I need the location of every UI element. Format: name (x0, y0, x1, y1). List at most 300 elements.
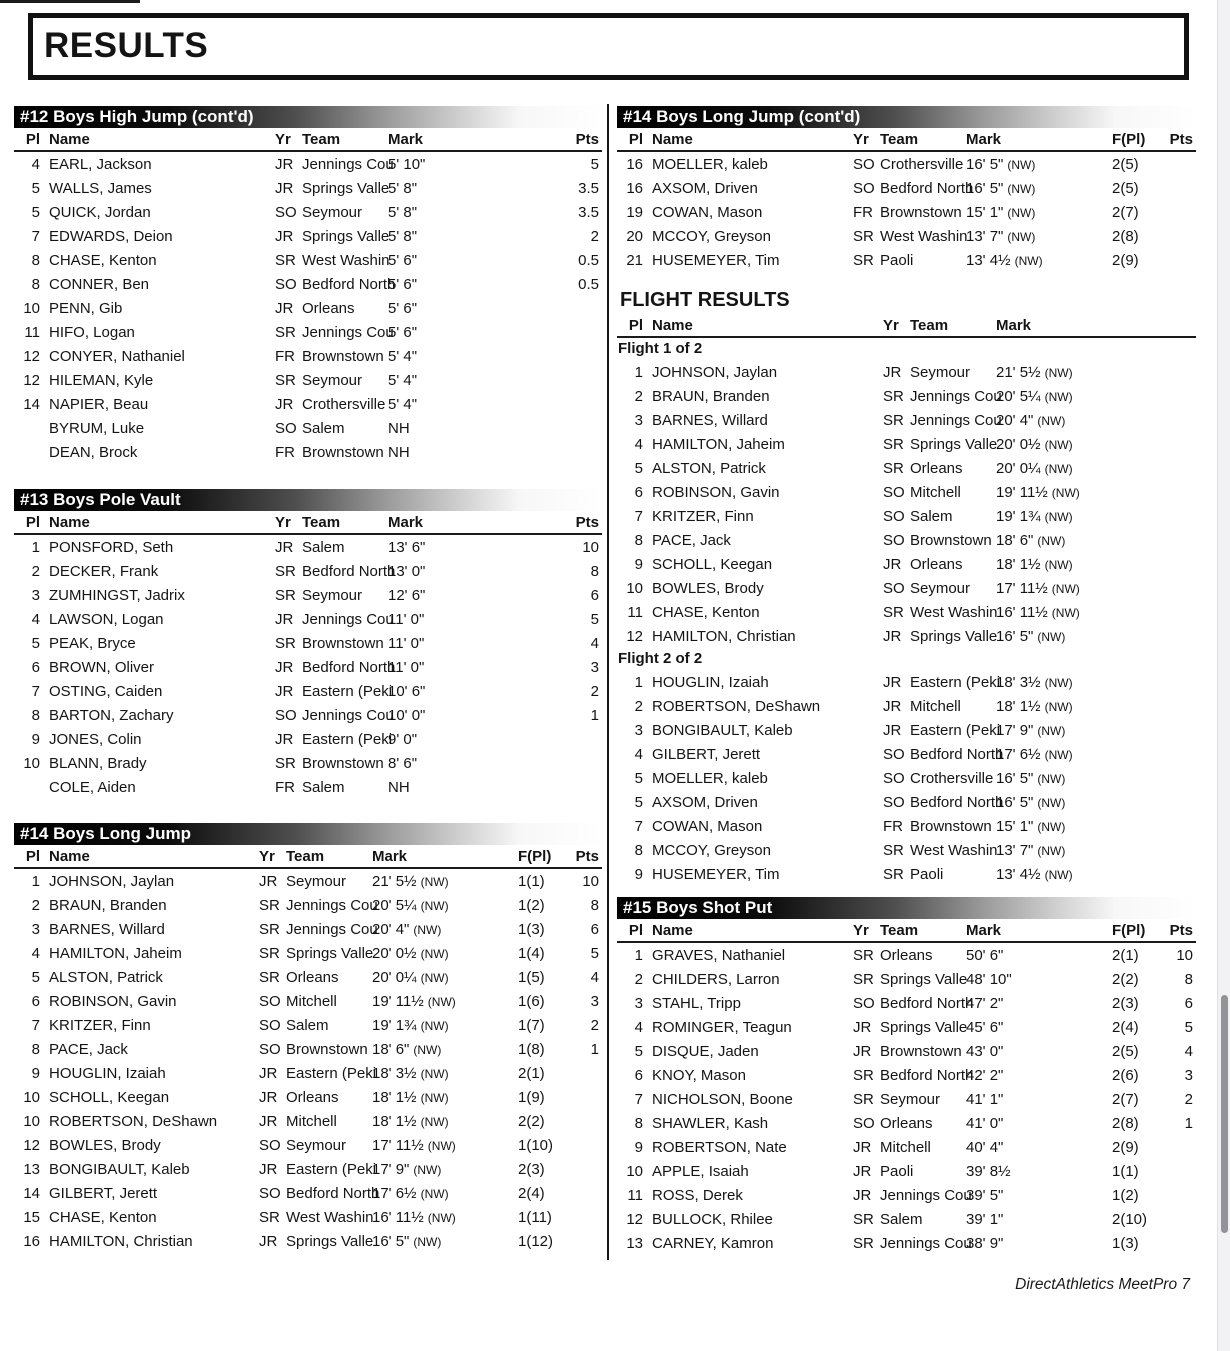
cell-yr: SR (275, 371, 296, 389)
table-row (617, 1183, 1196, 1207)
cell-team: West Washin (286, 1208, 374, 1226)
cell-yr: SO (259, 1184, 281, 1202)
cell-fpl: 1(7) (518, 1016, 545, 1034)
cell-yr: SR (883, 411, 904, 429)
cell-mark (996, 508, 1196, 525)
cell-yr: SR (853, 946, 874, 964)
table-row (617, 943, 1196, 967)
cell-pl: 1 (31, 538, 40, 556)
cell-name: CONNER, Ben (49, 275, 150, 293)
cell-team: Paoli (880, 251, 914, 269)
column-header-pl: Pl (628, 922, 643, 939)
table-row (14, 416, 602, 440)
table-row (617, 624, 1196, 648)
cell-yr: SO (275, 706, 297, 724)
cell-name: QUICK, Jordan (49, 203, 151, 221)
cell-pts: 3 (590, 992, 599, 1010)
mark-value: 5' 8" (388, 179, 418, 197)
cell-yr: SO (883, 579, 905, 597)
cell-mark (996, 436, 1196, 453)
cell-yr: JR (259, 872, 278, 890)
table-row (14, 320, 602, 344)
cell-pl: 10 (626, 579, 643, 597)
cell-yr: SR (259, 920, 280, 938)
table-row (617, 480, 1196, 504)
cell-pts: 0.5 (578, 275, 599, 293)
cell-team: Bedford North (302, 275, 396, 293)
cell-yr: JR (883, 363, 902, 381)
cell-yr: JR (275, 658, 294, 676)
cell-mark (388, 707, 538, 724)
table-row (14, 583, 602, 607)
column-divider (607, 104, 609, 1260)
cell-team: West Washin (880, 227, 968, 245)
mark-value: 19' 1¾ (372, 1016, 417, 1034)
mark-value: 38' 9" (966, 1234, 1004, 1252)
cell-pts: 3.5 (578, 203, 599, 221)
table-row (14, 224, 602, 248)
flight-group-label: Flight 1 of 2 (618, 340, 703, 357)
cell-pl: 13 (23, 1160, 40, 1178)
event-title-bar: #15 Boys Shot Put (617, 897, 1196, 919)
cell-name: ALSTON, Patrick (49, 968, 163, 986)
mark-value: 18' 1½ (372, 1088, 417, 1106)
cell-team: Salem (910, 507, 953, 525)
cell-team: Crothersville (880, 155, 964, 173)
wind-reading: (NW) (420, 1090, 449, 1105)
cell-pl: 12 (23, 371, 40, 389)
cell-pl: 16 (626, 179, 643, 197)
wind-reading: (NW) (1037, 533, 1066, 548)
flight-results-title: FLIGHT RESULTS (620, 289, 790, 311)
cell-pl: 10 (23, 299, 40, 317)
cell-mark (388, 444, 538, 461)
column-header-team: Team (302, 131, 341, 148)
cell-yr: JR (275, 395, 294, 413)
wind-reading: (NW) (413, 1042, 442, 1057)
cell-pl: 5 (31, 203, 40, 221)
mark-value: 5' 4" (388, 347, 418, 365)
cell-yr: JR (275, 155, 294, 173)
cell-name: HIFO, Logan (49, 323, 135, 341)
wind-reading: (NW) (420, 946, 449, 961)
cell-team: Paoli (910, 865, 944, 883)
wind-reading: (NW) (1044, 437, 1073, 452)
column-header-pts: Pts (575, 514, 599, 531)
cell-mark (996, 674, 1196, 691)
cell-team: West Washin (302, 251, 390, 269)
cell-mark (996, 842, 1196, 859)
mark-value: 48' 10" (966, 970, 1012, 988)
cell-pl: 1 (634, 673, 643, 691)
cell-pl: 8 (634, 1114, 643, 1132)
cell-team: Brownstown (302, 754, 384, 772)
mark-value: 11' 0" (388, 610, 425, 628)
column-header-mark: Mark (388, 131, 424, 148)
table-row (14, 869, 602, 893)
table-row (617, 1039, 1196, 1063)
cell-team: Salem (286, 1016, 329, 1034)
cell-pl: 3 (634, 994, 643, 1012)
cell-mark (388, 300, 538, 317)
cell-team: Brownstown (302, 347, 384, 365)
cell-fpl: 1(1) (1112, 1162, 1139, 1180)
cell-pts: 6 (590, 920, 599, 938)
cell-team: Eastern (Peki (302, 730, 393, 748)
cell-pl: 1 (634, 946, 643, 964)
cell-mark (388, 731, 538, 748)
mark-value: 17' 9" (372, 1160, 410, 1178)
scrollbar-thumb[interactable] (1221, 995, 1228, 1233)
cell-yr: SR (259, 896, 280, 914)
cell-mark (372, 1065, 518, 1082)
cell-mark (996, 818, 1196, 835)
cell-name: PENN, Gib (49, 299, 123, 317)
cell-yr: SR (883, 841, 904, 859)
cell-name: HAMILTON, Jaheim (49, 944, 182, 962)
cell-team: Mitchell (910, 483, 961, 501)
cell-team: Seymour (910, 363, 971, 381)
cell-name: JONES, Colin (49, 730, 142, 748)
event-title-bar: #12 Boys High Jump (cont'd) (14, 106, 602, 128)
cell-team: Brownstown (302, 634, 384, 652)
cell-pts: 1 (1184, 1114, 1193, 1132)
cell-team: Jennings Cou (302, 155, 394, 173)
cell-team: Orleans (302, 299, 355, 317)
cell-mark (388, 635, 538, 652)
table-row (617, 1159, 1196, 1183)
column-header-yr: Yr (883, 317, 899, 334)
table-row (14, 1181, 602, 1205)
event-table-pole-vault (14, 511, 602, 799)
table-row (14, 296, 602, 320)
column-header-pts: Pts (575, 848, 599, 865)
cell-mark (388, 420, 538, 437)
cell-name: BLANN, Brady (49, 754, 147, 772)
cell-team: Springs Valle (880, 970, 968, 988)
cell-yr: SO (883, 531, 905, 549)
wind-reading: (NW) (420, 970, 449, 985)
column-header-pl: Pl (25, 131, 40, 148)
table-row (14, 989, 602, 1013)
table-row (14, 200, 602, 224)
flight-group-label: Flight 2 of 2 (618, 650, 703, 667)
cell-mark (966, 1235, 1112, 1252)
column-header-mark: Mark (966, 131, 1002, 148)
cell-name: BULLOCK, Rhilee (652, 1210, 773, 1228)
table-row (617, 600, 1196, 624)
cell-fpl: 1(8) (518, 1040, 545, 1058)
table-row (617, 384, 1196, 408)
cell-name: HUSEMEYER, Tim (652, 865, 780, 883)
mark-value: 18' 3½ (996, 673, 1041, 691)
cell-pl: 14 (23, 395, 40, 413)
mark-value: 21' 5½ (372, 872, 417, 890)
page-title: RESULTS (44, 26, 209, 65)
table-row (617, 1111, 1196, 1135)
table-row (617, 862, 1196, 886)
cell-mark (966, 204, 1112, 221)
column-header-pts: Pts (1169, 922, 1193, 939)
cell-pl: 9 (634, 865, 643, 883)
cell-pts: 10 (582, 872, 599, 890)
cell-pl: 7 (634, 817, 643, 835)
table-row (617, 248, 1196, 272)
cell-yr: SO (259, 1040, 281, 1058)
cell-name: DECKER, Frank (49, 562, 159, 580)
cell-yr: SO (275, 275, 297, 293)
cell-pl: 5 (31, 634, 40, 652)
cell-pl: 8 (634, 531, 643, 549)
cell-pl: 7 (31, 1016, 40, 1034)
mark-value: 50' 6" (966, 946, 1004, 964)
cell-team: Orleans (286, 968, 339, 986)
mark-value: 17' 11½ (996, 579, 1048, 597)
cell-pl: 13 (626, 1234, 643, 1252)
mark-value: 16' 5" (996, 769, 1034, 787)
table-row (14, 1229, 602, 1253)
mark-value: 20' 4" (372, 920, 410, 938)
wind-reading: (NW) (1037, 819, 1066, 834)
cell-pl: 2 (31, 896, 40, 914)
cell-name: GRAVES, Nathaniel (652, 946, 786, 964)
cell-pl: 1 (31, 872, 40, 890)
cell-pts: 1 (590, 1040, 599, 1058)
column-header-row (14, 128, 602, 152)
cell-name: COWAN, Mason (652, 203, 763, 221)
cell-name: COWAN, Mason (652, 817, 763, 835)
mark-value: 41' 1" (966, 1090, 1004, 1108)
mark-value: 18' 6" (372, 1040, 410, 1058)
wind-reading: (NW) (427, 1138, 456, 1153)
cell-team: Bedford North (302, 658, 396, 676)
cell-pts: 2 (590, 1016, 599, 1034)
table-row (617, 991, 1196, 1015)
cell-name: ROBERTSON, DeShawn (49, 1112, 218, 1130)
cell-name: KNOY, Mason (652, 1066, 746, 1084)
table-row (14, 655, 602, 679)
cell-team: Seymour (880, 1090, 941, 1108)
cell-fpl: 2(8) (1112, 227, 1139, 245)
footer-credit: DirectAthletics MeetPro 7 (1015, 1276, 1190, 1293)
cell-team: Brownstown (910, 531, 992, 549)
section-shot-put (617, 897, 1196, 1255)
cell-pl: 4 (634, 435, 643, 453)
mark-value: 20' 0½ (996, 435, 1041, 453)
cell-name: CHASE, Kenton (49, 1208, 157, 1226)
column-header-yr: Yr (853, 922, 869, 939)
cell-pl: 4 (31, 944, 40, 962)
cell-mark (966, 1091, 1112, 1108)
cell-pts: 2 (1184, 1090, 1193, 1108)
cell-yr: SR (883, 865, 904, 883)
cell-pl: 1 (634, 363, 643, 381)
wind-reading: (NW) (1014, 253, 1043, 268)
cell-team: Eastern (Peki (910, 721, 1001, 739)
cell-mark (372, 1161, 518, 1178)
cell-team: Seymour (286, 872, 347, 890)
wind-reading: (NW) (1037, 843, 1066, 858)
table-row (617, 1015, 1196, 1039)
cell-mark (388, 396, 538, 413)
cell-name: ROBINSON, Gavin (49, 992, 177, 1010)
wind-reading: (NW) (1044, 675, 1073, 690)
cell-fpl: 2(8) (1112, 1114, 1139, 1132)
cell-yr: SR (259, 968, 280, 986)
column-header-team: Team (286, 848, 325, 865)
event-table-long-jump (14, 845, 602, 1253)
table-row (14, 392, 602, 416)
cell-mark (372, 1209, 518, 1226)
wind-reading: (NW) (1044, 699, 1073, 714)
cell-pl: 20 (626, 227, 643, 245)
cell-name: AXSOM, Driven (652, 179, 758, 197)
wind-reading: (NW) (1007, 205, 1036, 220)
cell-yr: SO (853, 179, 875, 197)
cell-fpl: 1(1) (518, 872, 545, 890)
wind-reading: (NW) (420, 898, 449, 913)
column-header-fpl: F(Pl) (1112, 131, 1146, 148)
cell-mark (996, 556, 1196, 573)
cell-pl: 9 (31, 730, 40, 748)
cell-yr: SO (883, 793, 905, 811)
cell-pl: 8 (634, 841, 643, 859)
cell-fpl: 2(4) (518, 1184, 545, 1202)
cell-yr: JR (275, 538, 294, 556)
cell-team: Jennings Cou (910, 411, 1002, 429)
cell-yr: JR (259, 1160, 278, 1178)
cell-yr: SR (853, 227, 874, 245)
cell-yr: JR (275, 730, 294, 748)
scrollbar-track[interactable] (1217, 0, 1230, 1351)
cell-mark (388, 683, 538, 700)
cell-name: COLE, Aiden (49, 778, 136, 796)
cell-fpl: 2(6) (1112, 1066, 1139, 1084)
cell-yr: JR (883, 627, 902, 645)
cell-name: CONYER, Nathaniel (49, 347, 185, 365)
cell-pl: 2 (634, 697, 643, 715)
cell-yr: JR (259, 1112, 278, 1130)
cell-team: Orleans (910, 459, 963, 477)
mark-value: 19' 11½ (996, 483, 1048, 501)
column-header-mark: Mark (966, 922, 1002, 939)
column-header-team: Team (302, 514, 341, 531)
cell-pts: 3 (590, 658, 599, 676)
cell-yr: SR (853, 1234, 874, 1252)
cell-pts: 8 (590, 896, 599, 914)
cell-name: STAHL, Tripp (652, 994, 741, 1012)
cell-pl: 6 (634, 483, 643, 501)
cell-mark (372, 921, 518, 938)
cell-team: Mitchell (880, 1138, 931, 1156)
cell-pts: 4 (1184, 1042, 1193, 1060)
cell-yr: SR (853, 1066, 874, 1084)
cell-fpl: 2(1) (518, 1064, 545, 1082)
cell-mark (966, 228, 1112, 245)
mark-value: 45' 6" (966, 1018, 1004, 1036)
mark-value: 9' 0" (388, 730, 418, 748)
cell-mark (388, 348, 538, 365)
cell-team: Springs Valle (286, 1232, 374, 1250)
cell-name: LAWSON, Logan (49, 610, 164, 628)
cell-name: ROBINSON, Gavin (652, 483, 780, 501)
cell-yr: SO (259, 1136, 281, 1154)
cell-pl: 12 (23, 1136, 40, 1154)
cell-mark (388, 324, 538, 341)
cell-pts: 2 (590, 682, 599, 700)
cell-name: ROSS, Derek (652, 1186, 743, 1204)
cell-name: CHILDERS, Larron (652, 970, 780, 988)
cell-team: Bedford North (880, 994, 974, 1012)
wind-reading: (NW) (1051, 605, 1080, 620)
cell-team: Seymour (302, 203, 363, 221)
cell-yr: SR (853, 970, 874, 988)
cell-mark (372, 873, 518, 890)
cell-team: Orleans (910, 555, 963, 573)
cell-yr: SR (275, 754, 296, 772)
table-row (14, 727, 602, 751)
cell-pts: 10 (1176, 946, 1193, 964)
cell-pts: 3 (1184, 1066, 1193, 1084)
cell-fpl: 2(7) (1112, 203, 1139, 221)
flight-results-table (617, 314, 1196, 886)
cell-mark (996, 698, 1196, 715)
cell-pl: 9 (634, 1138, 643, 1156)
cell-pl: 5 (634, 793, 643, 811)
column-header-mark: Mark (388, 514, 424, 531)
table-row (617, 528, 1196, 552)
wind-reading: (NW) (1051, 581, 1080, 596)
cell-team: Jennings Cou (302, 610, 394, 628)
table-row (14, 679, 602, 703)
table-row (617, 718, 1196, 742)
cell-yr: SR (853, 1210, 874, 1228)
cell-name: HAMILTON, Christian (49, 1232, 193, 1250)
cell-team: Jennings Cou (910, 387, 1002, 405)
cell-mark (966, 971, 1112, 988)
cell-mark (388, 587, 538, 604)
cell-fpl: 2(2) (1112, 970, 1139, 988)
mark-value: 8' 6" (388, 754, 418, 772)
mark-value: 12' 6" (388, 586, 426, 604)
mark-value: 15' 1" (996, 817, 1034, 835)
cell-team: Eastern (Peki (910, 673, 1001, 691)
cell-mark (996, 794, 1196, 811)
table-row (14, 1157, 602, 1181)
cell-name: CHASE, Kenton (49, 251, 157, 269)
table-row (14, 1085, 602, 1109)
cell-name: HUSEMEYER, Tim (652, 251, 780, 269)
mark-value: 10' 0" (388, 706, 426, 724)
cell-mark (966, 180, 1112, 197)
cell-name: JOHNSON, Jaylan (49, 872, 175, 890)
mark-value: 16' 11½ (372, 1208, 424, 1226)
cell-name: ROBERTSON, Nate (652, 1138, 787, 1156)
cell-pl: 6 (31, 658, 40, 676)
cell-name: BARNES, Willard (652, 411, 768, 429)
cell-mark (966, 1211, 1112, 1228)
cell-yr: SR (275, 323, 296, 341)
cell-mark (388, 228, 538, 245)
table-row (617, 576, 1196, 600)
column-header-mark: Mark (996, 317, 1032, 334)
cell-yr: FR (853, 203, 873, 221)
cell-name: CARNEY, Kamron (652, 1234, 774, 1252)
mark-value: 39' 1" (966, 1210, 1004, 1228)
cell-fpl: 2(1) (1112, 946, 1139, 964)
cell-pts: 4 (590, 634, 599, 652)
cell-team: Salem (302, 538, 345, 556)
